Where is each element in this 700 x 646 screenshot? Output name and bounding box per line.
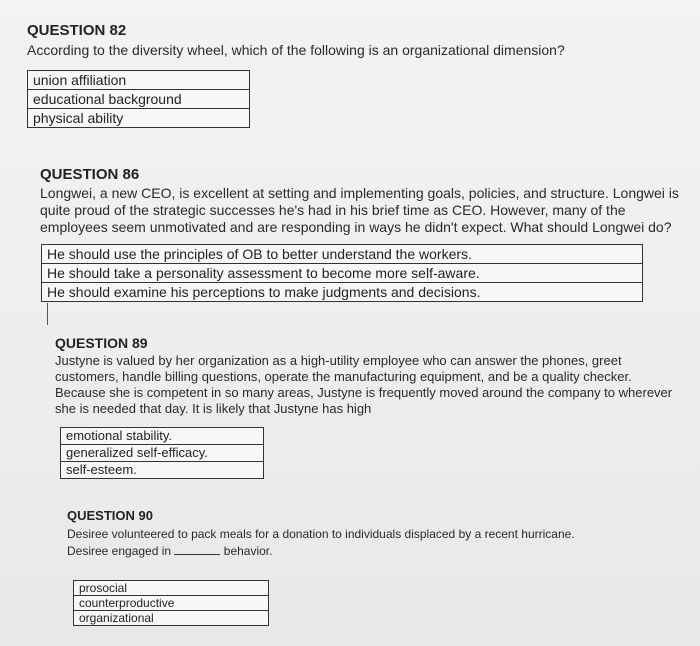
answer-blank [174, 542, 220, 555]
answer-option[interactable]: He should use the principles of OB to better understand the workers. [42, 245, 642, 264]
question-text: Longwei, a new CEO, is excellent at setting and implementing goals, policies, and structure. Longwei is quite proud of the strategic successes he's had in his brief time as CEO. However, many of the employees seem unmotivated and are responding in ways he didn't expect. What should Longwei do? [40, 185, 679, 235]
question-text: Justyne is valued by her organization as a high-utility employee who can answer the phones, greet customers, handle billing questions, operate the manufacturing equipment, and be a quality checker. Because she is competent in so many areas, Justyne is frequently moved around the company to wherever she is needed that day. It is likely that Justyne has high [55, 353, 673, 416]
question-title: QUESTION 89 [55, 335, 148, 351]
answer-option[interactable]: prosocial [74, 581, 268, 596]
answer-option[interactable]: counterproductive [74, 596, 268, 611]
answer-option[interactable]: union affiliation [28, 71, 249, 90]
answer-options-82 [27, 70, 250, 128]
answer-option[interactable]: emotional stability. [61, 428, 263, 445]
answer-options-90 [73, 580, 269, 626]
question-89 [55, 334, 675, 417]
answer-option[interactable]: self-esteem. [66, 462, 137, 477]
question-text-blank-line [67, 542, 667, 559]
answer-option[interactable]: He should take a personality assessment to become more self-aware. [42, 264, 642, 283]
question-title: QUESTION 82 [27, 22, 127, 39]
question-text-post: behavior. [223, 544, 273, 558]
answer-option[interactable]: He should examine his perceptions to make judgments and decisions. [47, 284, 481, 300]
answer-option[interactable]: educational background [28, 90, 249, 109]
question-text-pre: Desiree engaged in [67, 544, 172, 558]
answer-options-89 [60, 427, 264, 479]
question-title: QUESTION 86 [40, 166, 140, 183]
question-text: According to the diversity wheel, which of the following is an organizational dimension? [27, 42, 565, 58]
question-title: QUESTION 90 [67, 508, 153, 523]
answer-option[interactable]: generalized self-efficacy. [61, 445, 263, 462]
answer-option[interactable]: organizational [79, 611, 154, 625]
question-text: Desiree volunteered to pack meals for a donation to individuals displaced by a recent hurricane. [67, 527, 575, 541]
answer-option[interactable]: physical ability [33, 110, 124, 126]
question-90 [67, 507, 667, 559]
question-86 [40, 166, 685, 236]
text-cursor [47, 303, 48, 325]
answer-options-86 [41, 244, 643, 302]
question-82 [27, 22, 677, 59]
